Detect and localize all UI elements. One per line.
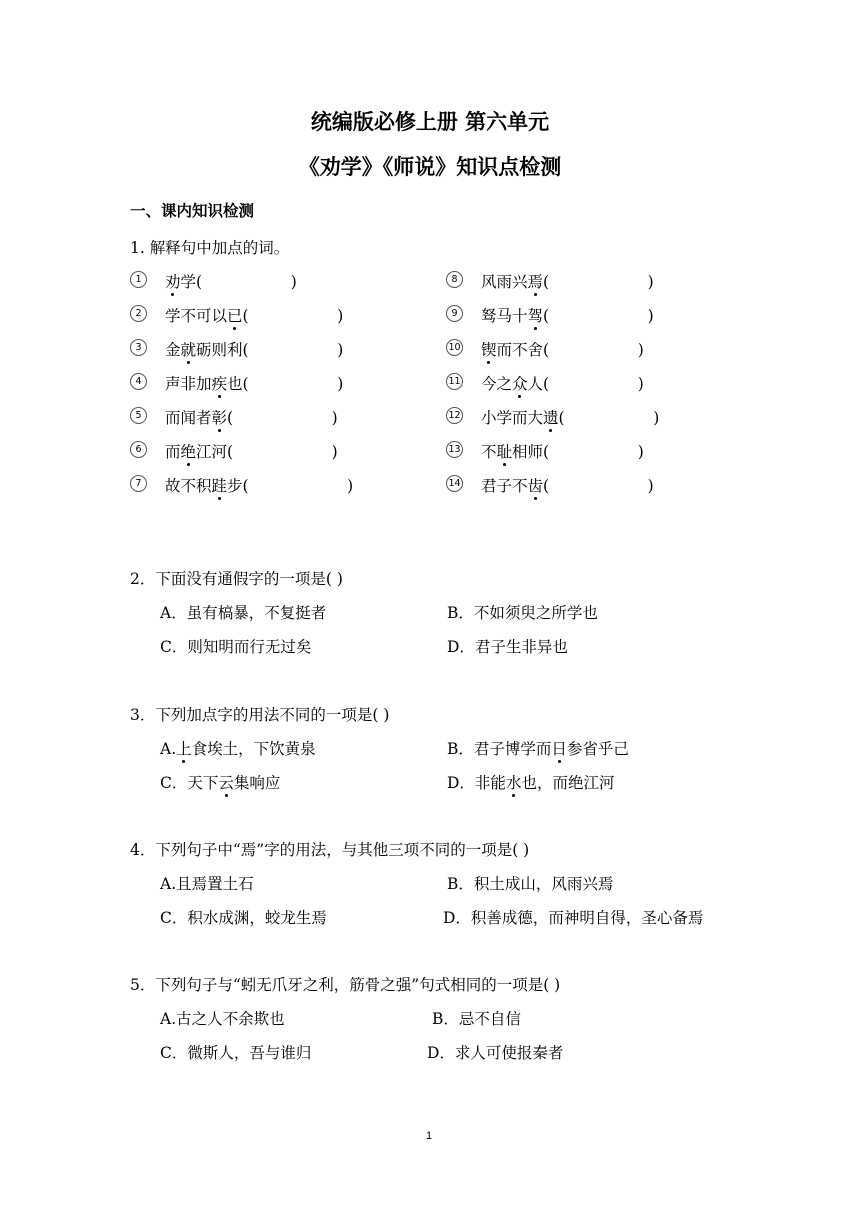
page-subtitle: 《劝学》《师说》知识点检测 xyxy=(298,155,562,179)
vocab-item: 学不可以已( ) xyxy=(165,304,343,326)
q4-option-c: C．积水成渊，蛟龙生焉 xyxy=(160,909,327,927)
emphasis-dot-char: 日 xyxy=(551,737,567,759)
item-number-circle: 6 xyxy=(130,441,147,458)
vocab-item: 故不积跬步( ) xyxy=(165,474,353,496)
q4-option-b: B．积土成山，风雨兴焉 xyxy=(447,875,614,893)
question-4-stem: 4．下列句子中“焉”字的用法，与其他三项不同的一项是( ) xyxy=(130,841,530,859)
emphasis-dot-char: 驾 xyxy=(528,304,544,326)
emphasis-dot-char: 水 xyxy=(506,771,522,793)
page-title: 统编版必修上册 第六单元 xyxy=(310,110,550,134)
emphasis-dot-char: 疾 xyxy=(212,372,228,394)
emphasis-dot-char: 已 xyxy=(227,304,243,326)
item-number-circle: 12 xyxy=(446,407,463,424)
emphasis-dot-char: 耻 xyxy=(497,440,513,462)
question-3-stem: 3．下列加点字的用法不同的一项是( ) xyxy=(130,706,390,724)
item-number-circle: 13 xyxy=(446,441,463,458)
emphasis-dot-char: 绝 xyxy=(181,440,197,462)
vocab-item: 而闻者彰( ) xyxy=(165,406,338,428)
item-number-circle: 5 xyxy=(130,407,147,424)
q5-option-b: B．忌不自信 xyxy=(432,1010,521,1028)
question-1-stem: 1. 解释句中加点的词。 xyxy=(130,239,290,257)
vocab-item: 声非加疾也( ) xyxy=(165,372,343,394)
q3-option-c: C．天下云集响应 xyxy=(160,771,280,793)
vocab-item: 而绝江河( ) xyxy=(165,440,338,462)
vocab-item: 风雨兴焉( ) xyxy=(481,270,654,292)
emphasis-dot-char: 锲 xyxy=(481,338,497,360)
emphasis-dot-char: 齿 xyxy=(528,474,544,496)
q2-option-d: D．君子生非异也 xyxy=(447,638,568,656)
item-number-circle: 7 xyxy=(130,475,147,492)
q3-option-b: B．君子博学而日参省乎己 xyxy=(447,737,629,759)
vocab-item: 金就砺则利( ) xyxy=(165,338,343,360)
q2-option-c: C．则知明而行无过矣 xyxy=(160,638,312,656)
item-number-circle: 3 xyxy=(130,339,147,356)
section-heading: 一、课内知识检测 xyxy=(130,202,255,220)
emphasis-dot-char: 众 xyxy=(512,372,528,394)
emphasis-dot-char: 彰 xyxy=(212,406,228,428)
page-number: 1 xyxy=(426,1130,433,1142)
item-number-circle: 4 xyxy=(130,373,147,390)
emphasis-dot-char: 上 xyxy=(176,737,192,759)
item-number-circle: 8 xyxy=(446,271,463,288)
vocab-item: 君子不齿( ) xyxy=(481,474,654,496)
emphasis-dot-char: 跬 xyxy=(212,474,228,496)
item-number-circle: 2 xyxy=(130,305,147,322)
q2-option-a: A．虽有槁暴，不复挺者 xyxy=(160,604,327,622)
vocab-item: 驽马十驾( ) xyxy=(481,304,654,326)
item-number-circle: 1 xyxy=(130,271,147,288)
item-number-circle: 11 xyxy=(446,373,463,390)
q4-option-a: A.且焉置土石 xyxy=(160,875,254,893)
item-number-circle: 10 xyxy=(446,339,463,356)
emphasis-dot-char: 焉 xyxy=(528,270,544,292)
q3-option-d: D．非能水也，而绝江河 xyxy=(447,771,614,793)
vocab-item: 不耻相师( ) xyxy=(481,440,644,462)
emphasis-dot-char: 云 xyxy=(218,771,234,793)
vocab-item: 今之众人( ) xyxy=(481,372,644,394)
item-number-circle: 9 xyxy=(446,305,463,322)
emphasis-dot-char: 遗 xyxy=(543,406,559,428)
question-5-stem: 5．下列句子与“蚓无爪牙之利，筋骨之强”句式相同的一项是( ) xyxy=(130,976,561,994)
question-2-stem: 2．下面没有通假字的一项是( ) xyxy=(130,570,343,588)
q2-option-b: B．不如须臾之所学也 xyxy=(447,604,598,622)
emphasis-dot-char: 劝 xyxy=(165,270,181,292)
q5-option-c: C．微斯人，吾与谁归 xyxy=(160,1044,312,1062)
vocab-item: 小学而大遗( ) xyxy=(481,406,659,428)
q4-option-d: D．积善成德，而神明自得，圣心备焉 xyxy=(443,909,704,927)
q5-option-d: D．求人可使报秦者 xyxy=(427,1044,564,1062)
q3-option-a: A.上食埃土，下饮黄泉 xyxy=(160,737,316,759)
q5-option-a: A.古之人不余欺也 xyxy=(160,1010,285,1028)
item-number-circle: 14 xyxy=(446,475,463,492)
vocab-item: 劝学( ) xyxy=(165,270,297,292)
emphasis-dot-char: 就 xyxy=(181,338,197,360)
vocab-item: 锲而不舍( ) xyxy=(481,338,644,360)
